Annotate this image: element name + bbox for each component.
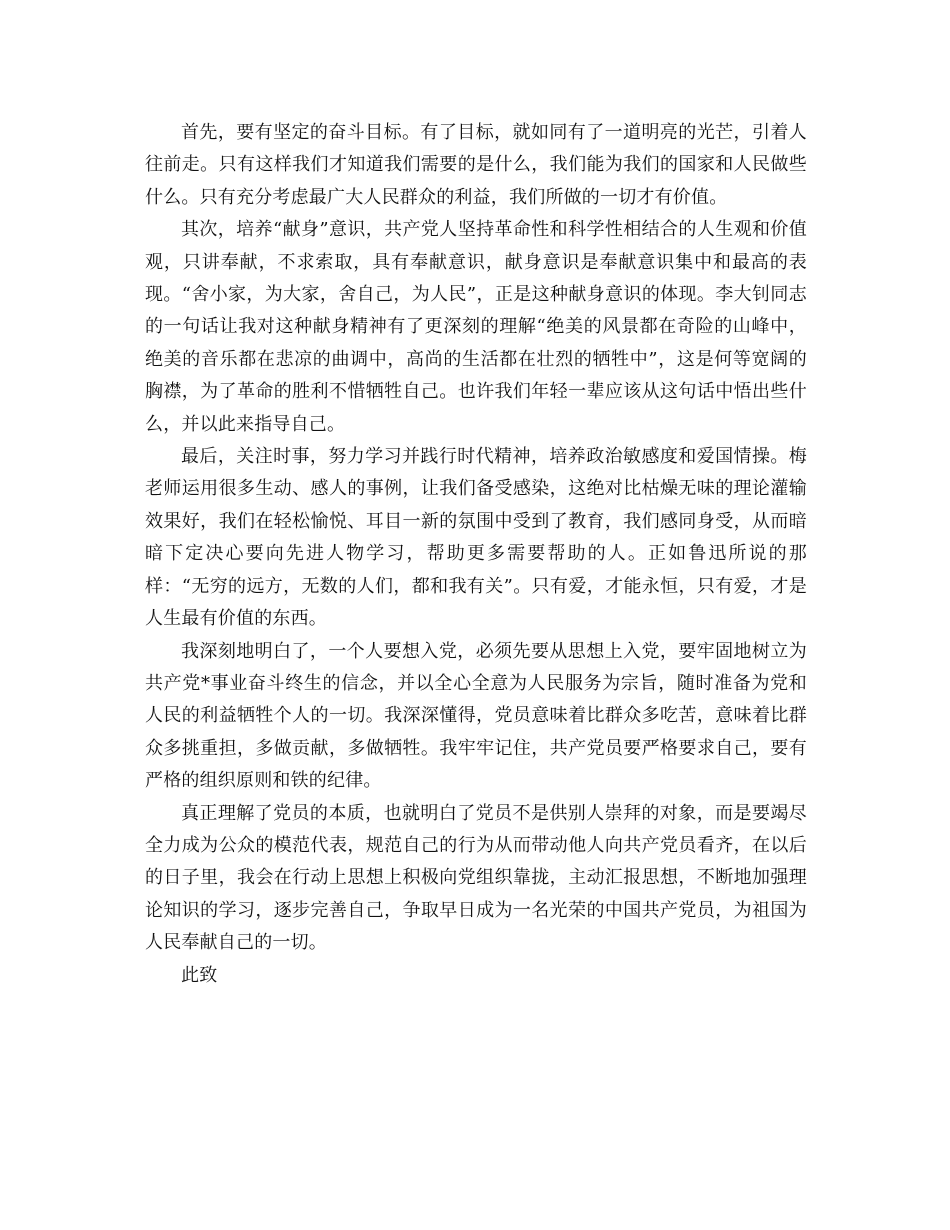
paragraph-party-member-essence: 真正理解了党员的本质，也就明白了党员不是供别人崇拜的对象，而是要竭尽全力成为公众的模范代表，规范自己的行为从而带动他人向共产党员看齐，在以后的日子里，我会在行动上思想上积极向党组织靠拢，主动汇报思想，不断地加强理论知识的学习，逐步完善自己，争取早日成为一名光荣的中国共产党员，为祖国为人民奉献自己的一切。 xyxy=(145,802,807,954)
paragraph-current-affairs: 最后，关注时事，努力学习并践行时代精神，培养政治敏感度和爱国情操。梅老师运用很多生动、感人的事例，让我们备受感染，这绝对比枯燥无味的理论灌输效果好，我们在轻松愉悦、耳目一新的氛围中受到了教育，我们感同身受，从而暗暗下定决心要向先进人物学习，帮助更多需要帮助的人。正如鲁迅所说的那样：“无穷的远方，无数的人们，都和我有关”。只有爱，才能永恒，只有爱，才是人生最有价值的东西。 xyxy=(145,446,807,630)
paragraph-closing-salutation: 此致 xyxy=(181,964,218,986)
paragraph-dedication: 其次，培养“献身”意识，共产党人坚持革命性和科学性相结合的人生观和价值观，只讲奉献，不求索取，具有奉献意识，献身意识是奉献意识集中和最高的表现。“舍小家，为大家，舍自己，为人民”，正是这种献身意识的体现。李大钊同志的一句话让我对这种献身精神有了更深刻的理解“绝美的风景都在奇险的山峰中，绝美的音乐都在悲凉的曲调中，高尚的生活都在壮烈的牺牲中”，这是何等宽阔的胸襟，为了革命的胜利不惜牺牲自己。也许我们年轻一辈应该从这句话中悟出些什么，并以此来指导自己。 xyxy=(145,219,807,435)
document-page xyxy=(145,117,807,992)
paragraph-join-party: 我深刻地明白了，一个人要想入党，必须先要从思想上入党，要牢固地树立为共产党*事业奋斗终生的信念，并以全心全意为人民服务为宗旨，随时准备为党和人民的利益牺牲个人的一切。我深深懂得，党员意味着比群众多吃苦，意味着比群众多挑重担，多做贡献，多做牺牲。我牢牢记住，共产党员要严格要求自己，要有严格的组织原则和铁的纪律。 xyxy=(145,640,807,792)
paragraph-goal: 首先，要有坚定的奋斗目标。有了目标，就如同有了一道明亮的光芒，引着人往前走。只有这样我们才知道我们需要的是什么，我们能为我们的国家和人民做些什么。只有充分考虑最广大人民群众的利益，我们所做的一切才有价值。 xyxy=(145,122,807,208)
